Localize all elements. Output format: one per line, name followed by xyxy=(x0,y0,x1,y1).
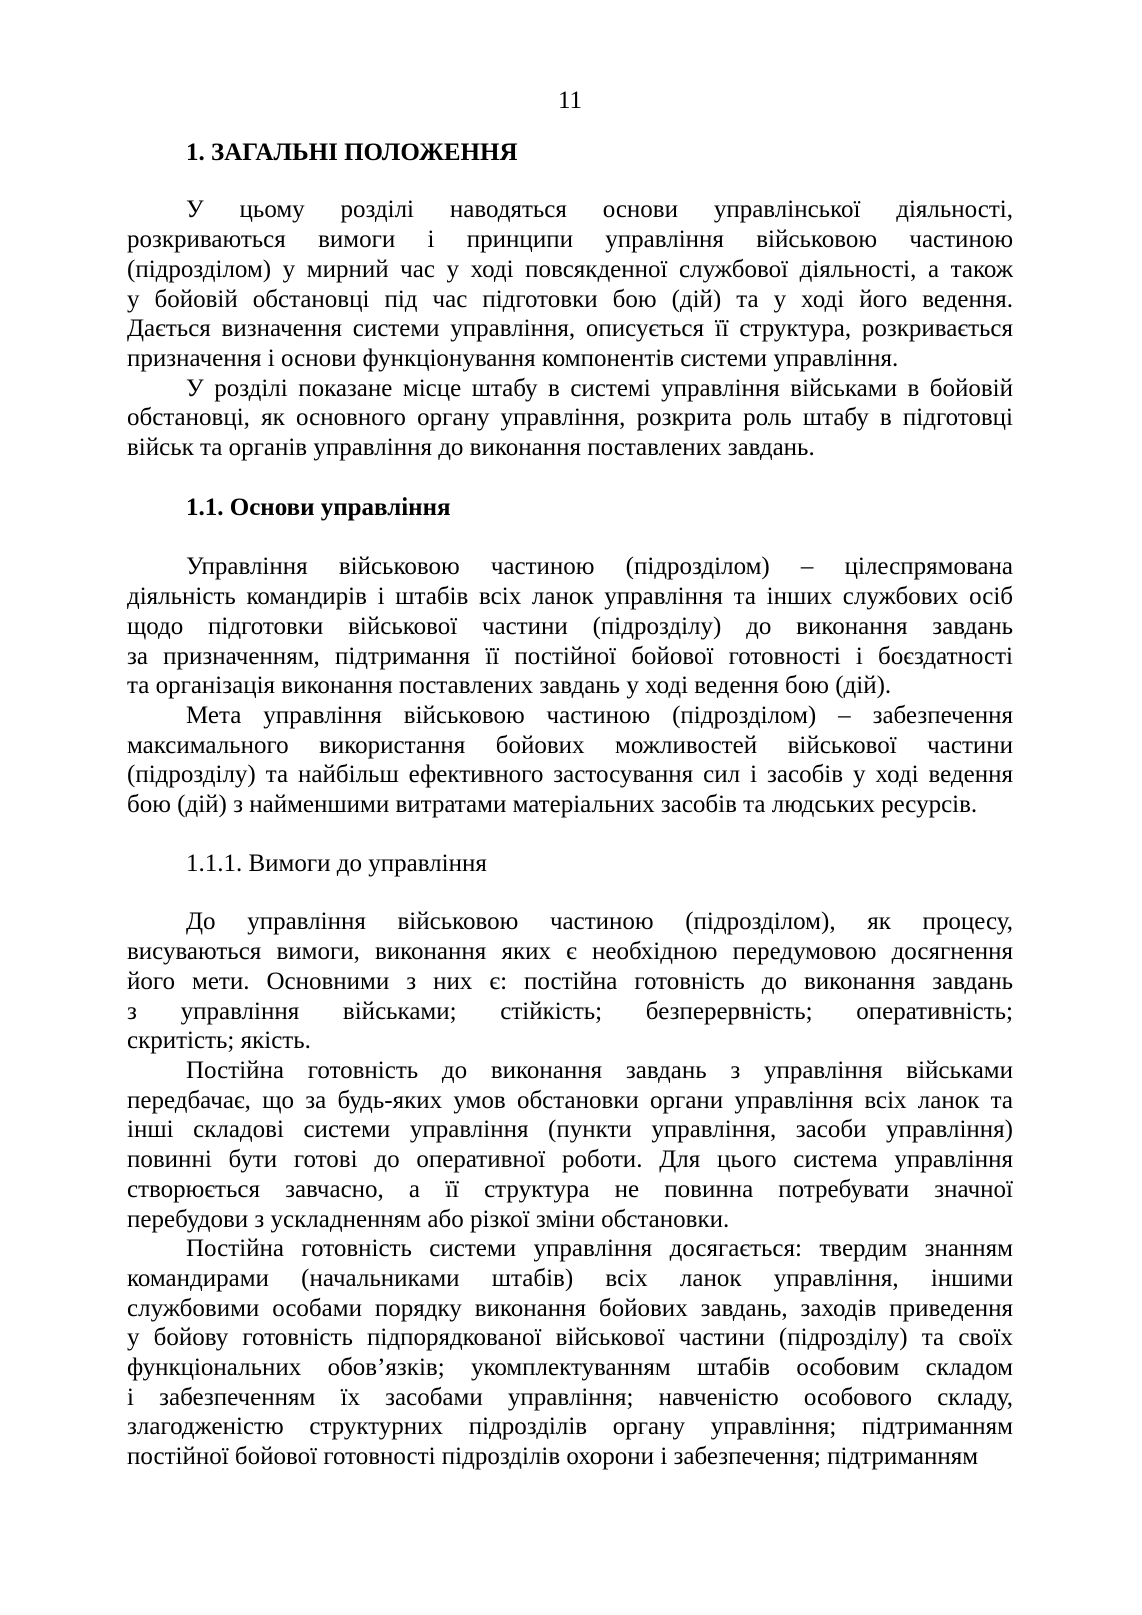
text-line: щодо підготовки військової частини (підрозділу) до виконання завдань xyxy=(127,612,1013,640)
text-line: обстановці, як основного органу управління, розкрита роль штабу в підготовці xyxy=(127,404,1013,432)
paragraph xyxy=(127,1056,1013,1234)
text-line: У розділі показане місце штабу в системі управління військами в бойовій xyxy=(186,374,1013,402)
text-line: До управління військовою частиною (підрозділом), як процесу, xyxy=(186,908,1013,936)
text-line: призначення і основи функціонування компонентів системи управління. xyxy=(127,344,899,372)
text-line: У цьому розділі наводяться основи управлінської діяльності, xyxy=(186,196,1013,224)
text-line: Постійна готовність системи управління досягається: твердим знанням xyxy=(186,1235,1013,1263)
text-line: його мети. Основними з них є: постійна готовність до виконання завдань xyxy=(127,967,1013,995)
text-line: Мета управління військовою частиною (підрозділом) – забезпечення xyxy=(186,701,1013,729)
text-line: (підрозділу) та найбільш ефективного застосування сил і засобів у ході ведення xyxy=(127,761,1013,789)
text-line: службовими особами порядку виконання бойових завдань, заходів приведення xyxy=(127,1294,1013,1322)
paragraph xyxy=(127,701,1013,820)
text-line: функціональних обов’язків; укомплектуванням штабів особовим складом xyxy=(127,1354,1013,1382)
text-line: та організація виконання поставлених завдань у ході ведення бою (дій). xyxy=(127,672,892,700)
section-heading: 1.1. Основи управління xyxy=(186,493,451,521)
text-line: за призначенням, підтримання її постійної бойової готовності і боєздатності xyxy=(127,642,1013,670)
document-body xyxy=(127,138,1013,1472)
paragraph xyxy=(127,1234,1013,1472)
page-number: 11 xyxy=(557,87,583,114)
text-line: скритість; якість. xyxy=(127,1027,311,1055)
section-heading: 1.1.1. Вимоги до управління xyxy=(186,849,487,877)
text-line: (підрозділом) у мирний час у ході повсякденної службової діяльності, а також xyxy=(127,255,1013,283)
document-content xyxy=(127,86,1013,1472)
text-line: повинні бути готові до оперативної роботи. Для цього система управління xyxy=(127,1146,1013,1174)
text-line: військ та органів управління до виконання поставлених завдань. xyxy=(127,434,815,462)
text-line: Управління військовою частиною (підрозділом) – цілеспрямована xyxy=(186,553,1013,581)
text-line: створюється завчасно, а її структура не повинна потребувати значної xyxy=(127,1175,1013,1203)
text-line: командирами (начальниками штабів) всіх ланок управління, іншими xyxy=(127,1264,1013,1292)
text-line: бою (дій) з найменшими витратами матеріальних засобів та людських ресурсів. xyxy=(127,791,978,819)
text-line: у бойову готовність підпорядкованої військової частини (підрозділу) та своїх xyxy=(127,1324,1013,1352)
paragraph xyxy=(127,374,1013,463)
text-line: злагодженістю структурних підрозділів органу управління; підтриманням xyxy=(127,1413,1013,1441)
text-line: і забезпеченням їх засобами управління; навченістю особового складу, xyxy=(127,1383,1013,1411)
section-heading: 1. ЗАГАЛЬНІ ПОЛОЖЕННЯ xyxy=(186,138,518,166)
text-line: у бойовій обстановці під час підготовки бою (дій) та у ході його ведення. xyxy=(127,285,1013,313)
paragraph xyxy=(127,907,1013,1056)
text-line: постійної бойової готовності підрозділів охорони і забезпечення; підтриманням xyxy=(127,1443,979,1471)
text-line: Дається визначення системи управління, описується її структура, розкривається xyxy=(127,315,1013,343)
text-line: розкриваються вимоги і принципи управління військовою частиною xyxy=(127,226,1013,254)
text-line: Постійна готовність до виконання завдань з управління військами xyxy=(186,1056,1013,1084)
text-line: передбачає, що за будь-яких умов обстановки органи управління всіх ланок та xyxy=(127,1086,1013,1114)
text-line: висуваються вимоги, виконання яких є необхідною передумовою досягнення xyxy=(127,938,1013,966)
text-line: з управління військами; стійкість; безперервність; оперативність; xyxy=(127,997,1013,1025)
paragraph xyxy=(127,552,1013,701)
text-line: інші складові системи управління (пункти управління, засоби управління) xyxy=(127,1116,1013,1144)
paragraph xyxy=(127,195,1013,373)
text-line: діяльність командирів і штабів всіх ланок управління та інших службових осіб xyxy=(127,583,1013,611)
text-line: максимального використання бойових можливостей військової частини xyxy=(127,731,1013,759)
text-line: перебудови з ускладненням або різкої зміни обстановки. xyxy=(127,1205,730,1233)
